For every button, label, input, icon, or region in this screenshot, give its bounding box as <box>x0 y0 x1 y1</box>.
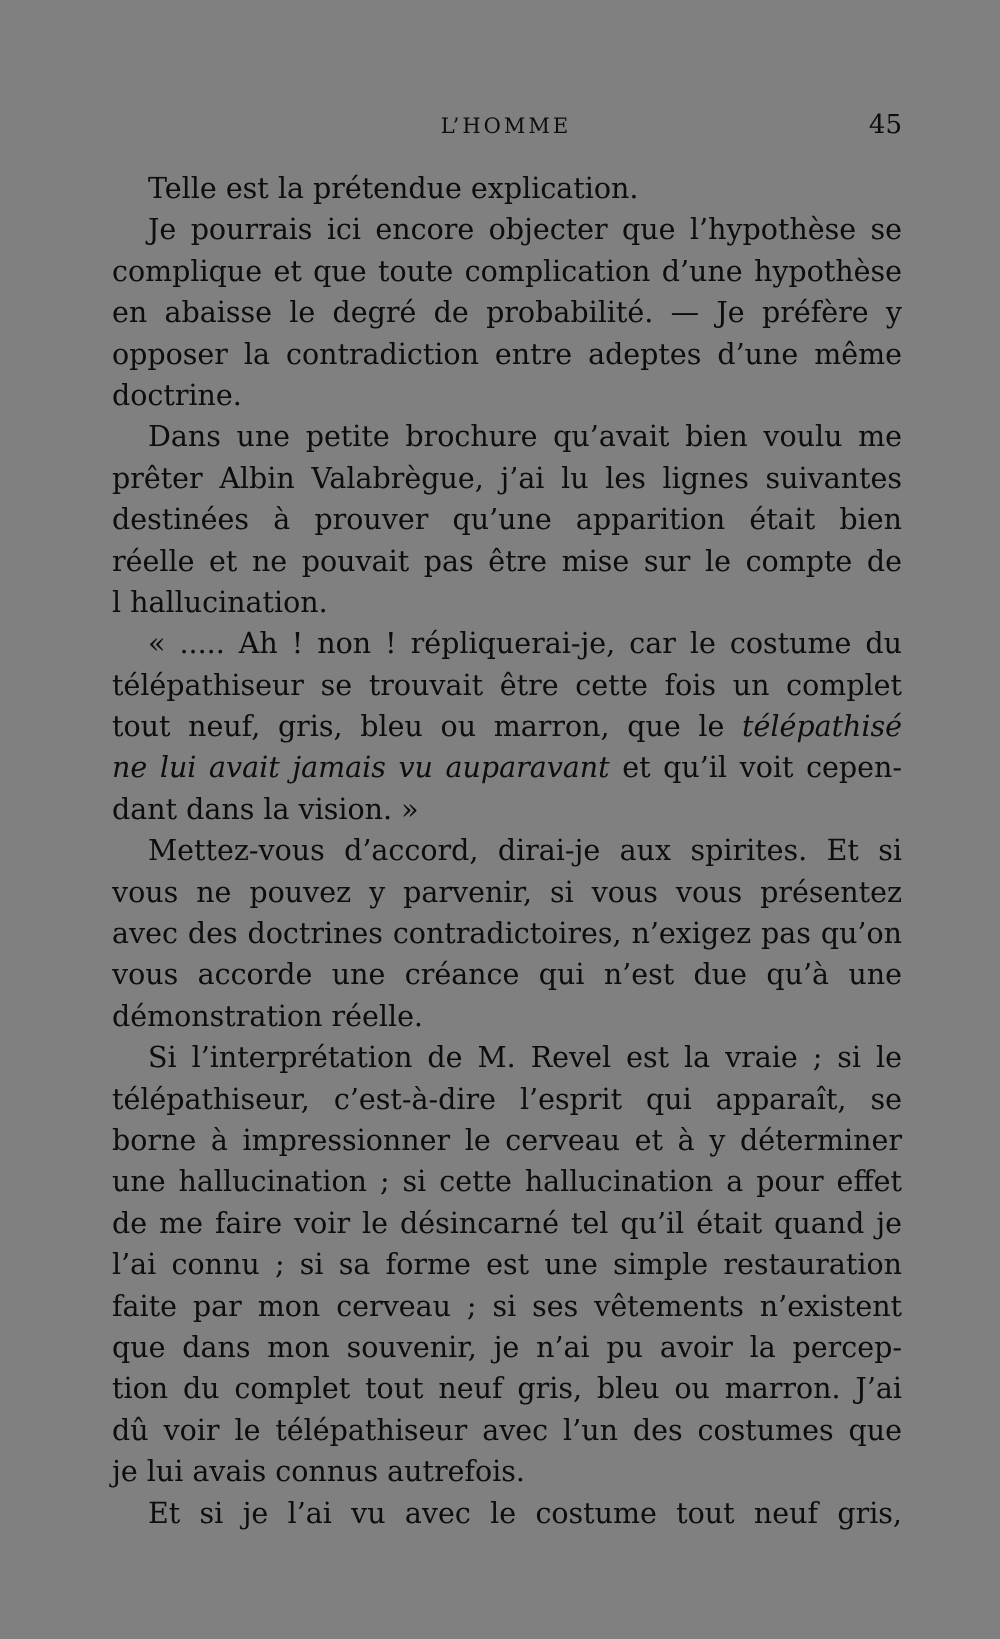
page-number: 45 <box>868 110 902 140</box>
text-line: Et si je l’ai vu avec le costume tout neuf gris, <box>148 1496 902 1530</box>
text-line: Si l’interprétation de M. Revel est la vraie ; si le <box>148 1041 902 1075</box>
text-line: Telle est la prétendue explication. <box>148 172 639 205</box>
text-line: vous accorde une créance qui n’est due qu’à une <box>112 958 902 992</box>
text-line: je lui avais connus autrefois. <box>112 1455 525 1489</box>
text-line: en abaisse le degré de probabilité. — Je préfère y <box>112 296 902 330</box>
text-line: tion du complet tout neuf gris, bleu ou marron. J’ai <box>112 1372 902 1406</box>
text-line: vous ne pouvez y parvenir, si vous vous présentez <box>112 875 902 909</box>
text-line: opposer la contradiction entre adeptes d’une même <box>112 337 902 371</box>
text-line: avec des doctrines contradictoires, n’exigez pas qu’on <box>112 917 902 951</box>
text-line: borne à impressionner le cerveau et à y déterminer <box>112 1123 902 1157</box>
body-text <box>112 168 902 1534</box>
text-line: l’ai connu ; si sa forme est une simple restauration <box>112 1248 902 1282</box>
text-line: télépathiseur, c’est-à-dire l’esprit qui apparaît, se <box>112 1082 902 1116</box>
italic-phrase: télépathisé <box>742 710 902 744</box>
text-line: démonstration réelle. <box>112 999 423 1033</box>
running-head <box>110 110 902 146</box>
text-line: dant dans la vision. » <box>112 792 419 826</box>
text-line: de me faire voir le désincarné tel qu’il était quand je <box>112 1206 902 1240</box>
text-line: complique et que toute complication d’une hypothèse <box>112 254 902 288</box>
text-line: Mettez-vous d’accord, dirai-je aux spirites. Et si <box>148 834 902 868</box>
text-line: ne lui avait jamais vu auparavant et qu’il voit cepen- <box>112 751 902 785</box>
text-line: destinées à prouver qu’une apparition était bien <box>112 503 902 537</box>
text-line: « ..... Ah ! non ! répliquerai-je, car le costume du <box>148 627 902 661</box>
italic-phrase: ne lui avait jamais vu auparavant <box>112 751 610 785</box>
text-line: une hallucination ; si cette hallucination a pour effet <box>112 1165 902 1199</box>
text-line: faite par mon cerveau ; si ses vêtements n’existent <box>112 1289 902 1323</box>
text-line: tout neuf, gris, bleu ou marron, que le télépathisé <box>112 710 902 744</box>
text-line: doctrine. <box>112 378 242 412</box>
text-line: télépathiseur se trouvait être cette fois un complet <box>112 668 902 702</box>
running-title: L’HOMME <box>440 114 572 138</box>
text-line: dû voir le télépathiseur avec l’un des costumes que <box>112 1413 902 1447</box>
text-line: Je pourrais ici encore objecter que l’hypothèse se <box>148 213 902 247</box>
text-line: prêter Albin Valabrègue, j’ai lu les lignes suivantes <box>112 461 902 495</box>
text-line: l hallucination. <box>112 585 328 619</box>
text-line: Dans une petite brochure qu’avait bien voulu me <box>148 420 902 454</box>
text-line: réelle et ne pouvait pas être mise sur le compte de <box>112 544 902 578</box>
text-line: que dans mon souvenir, je n’ai pu avoir la percep- <box>112 1330 902 1364</box>
